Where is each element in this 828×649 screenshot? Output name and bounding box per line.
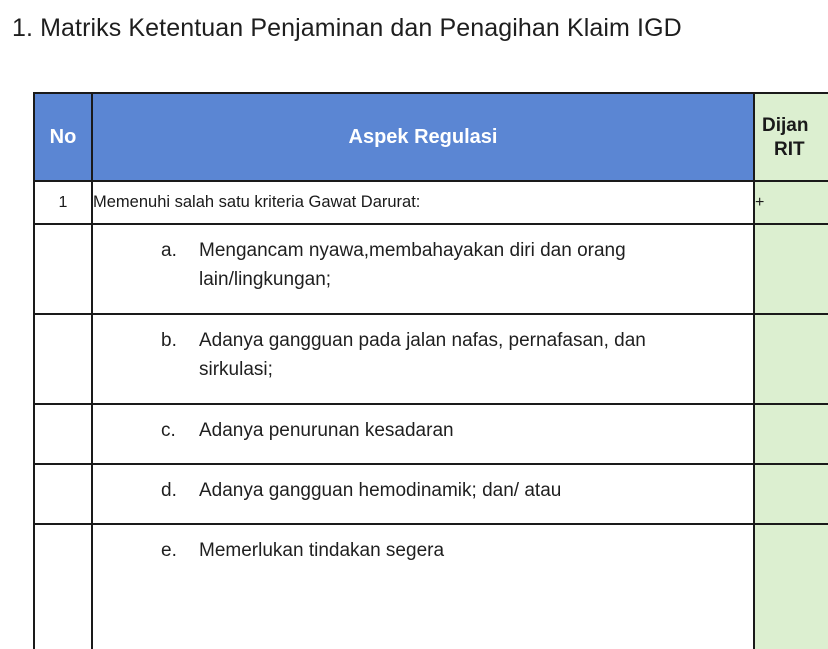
dijamin-cell [754, 464, 828, 524]
sub-item-marker: b. [161, 330, 177, 351]
dijamin-cell [754, 224, 828, 314]
empty-no-cell [34, 224, 92, 314]
matrix-table [33, 92, 828, 649]
sub-item-text: Adanya penurunan kesadaran [199, 420, 454, 441]
row-number: 1 [34, 181, 92, 224]
sub-item-text: Adanya gangguan pada jalan nafas, pernafasan, dan sirkulasi; [199, 330, 646, 380]
empty-no-cell [34, 404, 92, 464]
sub-item-cell [92, 314, 754, 404]
criteria-mark: + [754, 181, 828, 224]
sub-item-cell [92, 464, 754, 524]
dijamin-cell [754, 524, 828, 649]
table-row [34, 464, 828, 524]
sub-item-text: Memerlukan tindakan segera [199, 540, 445, 561]
header-dijamin-line1: Dijan [762, 115, 809, 136]
table-header-row [34, 93, 828, 181]
table-row [34, 524, 828, 649]
sub-item-text: Adanya gangguan hemodinamik; dan/ atau [199, 480, 562, 501]
table-row [34, 224, 828, 314]
dijamin-cell [754, 404, 828, 464]
table-row-criteria [34, 181, 828, 224]
sub-item-text: Mengancam nyawa,membahayakan diri dan orang lain/lingkungan; [199, 240, 626, 290]
sub-item-marker: c. [161, 420, 176, 441]
sub-item-marker: e. [161, 540, 177, 561]
sub-item-cell [92, 524, 754, 649]
sub-item-marker: d. [161, 480, 177, 501]
header-dijamin-line2: RIT [774, 139, 805, 160]
header-aspek-regulasi: Aspek Regulasi [92, 93, 754, 181]
sub-item-cell [92, 404, 754, 464]
matrix-table-container [33, 92, 828, 649]
empty-no-cell [34, 464, 92, 524]
criteria-text: Memenuhi salah satu kriteria Gawat Darurat: [92, 181, 754, 224]
table-row [34, 314, 828, 404]
dijamin-cell [754, 314, 828, 404]
header-dijamin [754, 93, 828, 181]
table-row [34, 404, 828, 464]
empty-no-cell [34, 524, 92, 649]
header-no: No [34, 93, 92, 181]
document-title: 1. Matriks Ketentuan Penjaminan dan Penagihan Klaim IGD [12, 14, 682, 42]
sub-item-marker: a. [161, 240, 177, 261]
sub-item-cell [92, 224, 754, 314]
empty-no-cell [34, 314, 92, 404]
